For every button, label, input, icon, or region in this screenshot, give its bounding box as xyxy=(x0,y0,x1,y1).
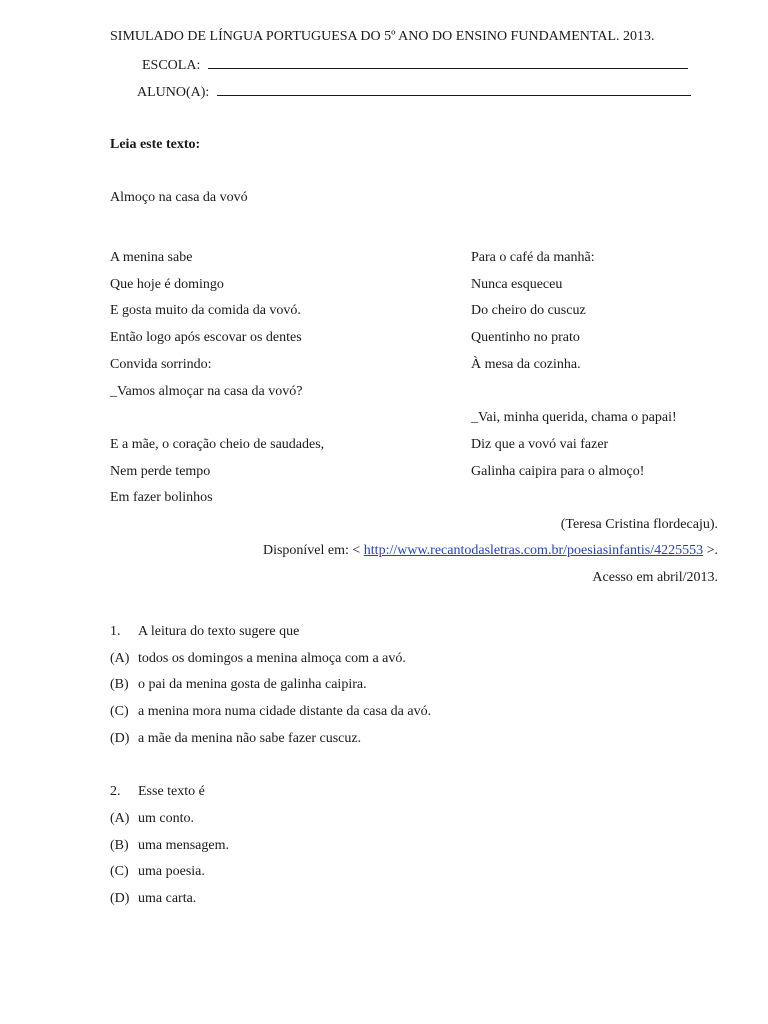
source-prefix: Disponível em: < xyxy=(262,543,364,558)
access-date: Acesso em abril/2013. xyxy=(592,570,718,585)
poem-right-line: Do cheiro do cuscuz xyxy=(471,303,586,318)
poem-left-line: A menina sabe xyxy=(110,250,193,265)
option-text: uma poesia. xyxy=(138,864,205,879)
poem-left-line: E gosta muito da comida da vovó. xyxy=(110,303,301,318)
question-prompt: Esse texto é xyxy=(138,784,205,799)
option-letter: (C) xyxy=(110,704,129,719)
answer-option[interactable] xyxy=(110,731,361,747)
student-input-line[interactable] xyxy=(217,83,691,96)
option-text: uma carta. xyxy=(138,891,197,906)
question-2 xyxy=(110,784,205,800)
option-text: um conto. xyxy=(138,811,194,826)
instruction: Leia este texto: xyxy=(110,137,201,152)
school-input-line[interactable] xyxy=(208,56,688,69)
poem-right-line: Galinha caipira para o almoço! xyxy=(471,464,645,479)
poem-right-line: Quentinho no prato xyxy=(471,330,580,345)
answer-option[interactable] xyxy=(110,651,406,667)
source-link[interactable]: http://www.recantodasletras.com.br/poesiasinfantis/4225553 xyxy=(363,543,704,558)
poem-right-line: _Vai, minha querida, chama o papai! xyxy=(471,410,677,425)
poem-left-line: Que hoje é domingo xyxy=(110,277,224,292)
option-text: todos os domingos a menina almoça com a avó. xyxy=(138,651,406,666)
answer-option[interactable] xyxy=(110,864,205,880)
poem-right-line: Nunca esqueceu xyxy=(471,277,563,292)
option-letter: (B) xyxy=(110,677,129,692)
option-text: o pai da menina gosta de galinha caipira. xyxy=(138,677,367,692)
poem-left-line: E a mãe, o coração cheio de saudades, xyxy=(110,437,325,452)
question-number: 1. xyxy=(110,624,121,639)
option-text: a mãe da menina não sabe fazer cuscuz. xyxy=(138,731,362,746)
option-letter: (D) xyxy=(110,731,130,746)
poem-author: (Teresa Cristina flordecaju). xyxy=(560,517,718,532)
option-letter: (B) xyxy=(110,838,129,853)
answer-option[interactable] xyxy=(110,811,194,827)
poem-left-line: Convida sorrindo: xyxy=(110,357,212,372)
question-prompt: A leitura do texto sugere que xyxy=(138,624,300,639)
poem-right-line: À mesa da cozinha. xyxy=(471,357,581,372)
option-letter: (A) xyxy=(110,811,130,826)
answer-option[interactable] xyxy=(110,891,196,907)
answer-option[interactable] xyxy=(110,677,367,693)
option-letter: (C) xyxy=(110,864,129,879)
poem-left-line: _Vamos almoçar na casa da vovó? xyxy=(110,384,303,399)
student-field[interactable] xyxy=(137,83,691,101)
exam-title: SIMULADO DE LÍNGUA PORTUGUESA DO 5º ANO DO ENSINO FUNDAMENTAL. 2013. xyxy=(110,29,655,44)
question-1 xyxy=(110,624,299,640)
source-suffix: >. xyxy=(703,543,718,558)
poem-left-line: Em fazer bolinhos xyxy=(110,490,213,505)
poem-right-line: Para o café da manhã: xyxy=(471,250,595,265)
answer-option[interactable] xyxy=(110,838,229,854)
question-number: 2. xyxy=(110,784,121,799)
school-field[interactable] xyxy=(142,56,688,74)
option-text: uma mensagem. xyxy=(138,838,229,853)
answer-option[interactable] xyxy=(110,704,431,720)
option-text: a menina mora numa cidade distante da casa da avó. xyxy=(138,704,432,719)
school-label: ESCOLA: xyxy=(142,58,201,73)
source-line xyxy=(263,543,718,559)
option-letter: (D) xyxy=(110,891,130,906)
poem-left-line: Então logo após escovar os dentes xyxy=(110,330,302,345)
poem-title: Almoço na casa da vovó xyxy=(110,190,248,205)
option-letter: (A) xyxy=(110,651,130,666)
poem-right-line: Diz que a vovó vai fazer xyxy=(471,437,609,452)
poem-left-line: Nem perde tempo xyxy=(110,464,211,479)
student-label: ALUNO(A): xyxy=(137,85,210,100)
